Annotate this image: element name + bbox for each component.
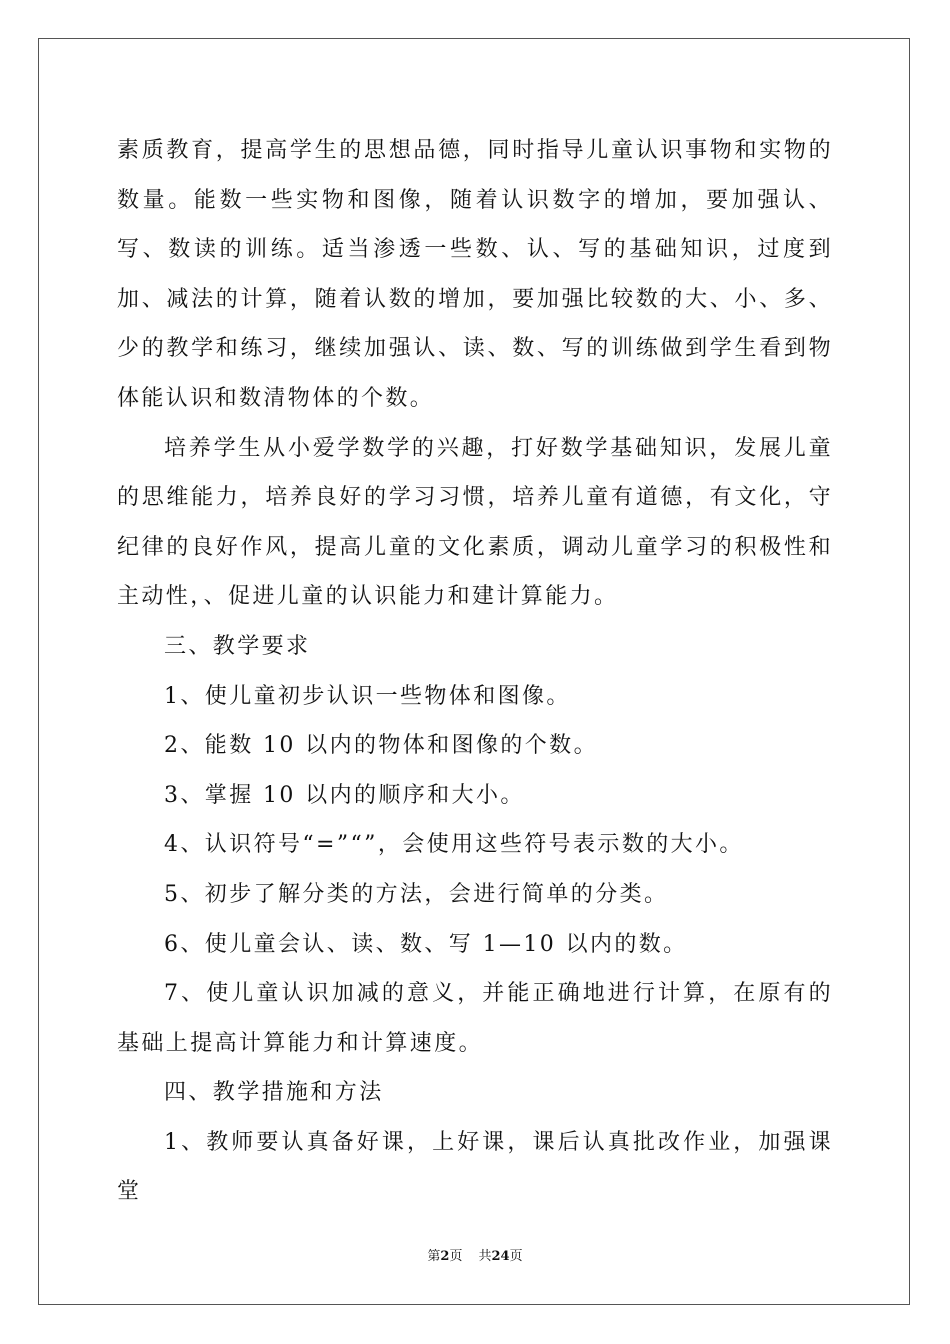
page-suffix: 页 <box>449 1249 463 1264</box>
list-item-6: 6、使儿童会认、读、数、写 1—10 以内的数。 <box>164 931 688 957</box>
section-heading-3: 三、教学要求 <box>164 633 311 659</box>
section-heading-4: 四、教学措施和方法 <box>164 1080 384 1106</box>
page-number: 2 <box>440 1249 450 1264</box>
paragraph-2: 培养学生从小爱学数学的兴趣，打好数学基础知识，发展儿童的思维能力，培养良好的学习习惯，培养儿童有道德，有文化，守纪律的良好作风，提高儿童的文化素质，调动儿童学习的积极性和主动性，、促进儿童的认识能力和建计算能力。 <box>117 435 833 610</box>
list-item-3: 3、掌握 10 以内的顺序和大小。 <box>164 782 525 808</box>
list-item-2: 2、能数 10 以内的物体和图像的个数。 <box>164 733 598 759</box>
list-item-1: 1、使儿童初步认识一些物体和图像。 <box>164 683 571 709</box>
list-item-5: 5、初步了解分类的方法，会进行简单的分类。 <box>164 881 669 907</box>
total-prefix: 共 <box>478 1249 492 1264</box>
list-item-4-1: 1、教师要认真备好课，上好课，课后认真批改作业，加强课堂 <box>117 1129 833 1205</box>
paragraph-1: 素质教育，提高学生的思想品德，同时指导儿童认识事物和实物的数量。能数一些实物和图像，随着认识数字的增加，要加强认、写、数读的训练。适当渗透一些数、认、写的基础知识，过度到加、减法的计算，随着认数的增加，要加强比较数的大、小、多、少的教学和练习，继续加强认、读、数、写的训练做到学生看到物体能认识和数清物体的个数。 <box>117 138 833 411</box>
total-pages: 24 <box>491 1249 510 1264</box>
page-footer <box>0 1245 950 1264</box>
list-item-7: 7、使儿童认识加减的意义，并能正确地进行计算，在原有的基础上提高计算能力和计算速度。 <box>117 981 833 1056</box>
total-suffix: 页 <box>509 1249 523 1264</box>
list-item-4: 4、认识符号“=”“”，会使用这些符号表示数的大小。 <box>164 832 744 858</box>
document-body <box>117 126 833 1217</box>
page-prefix: 第 <box>427 1249 441 1264</box>
